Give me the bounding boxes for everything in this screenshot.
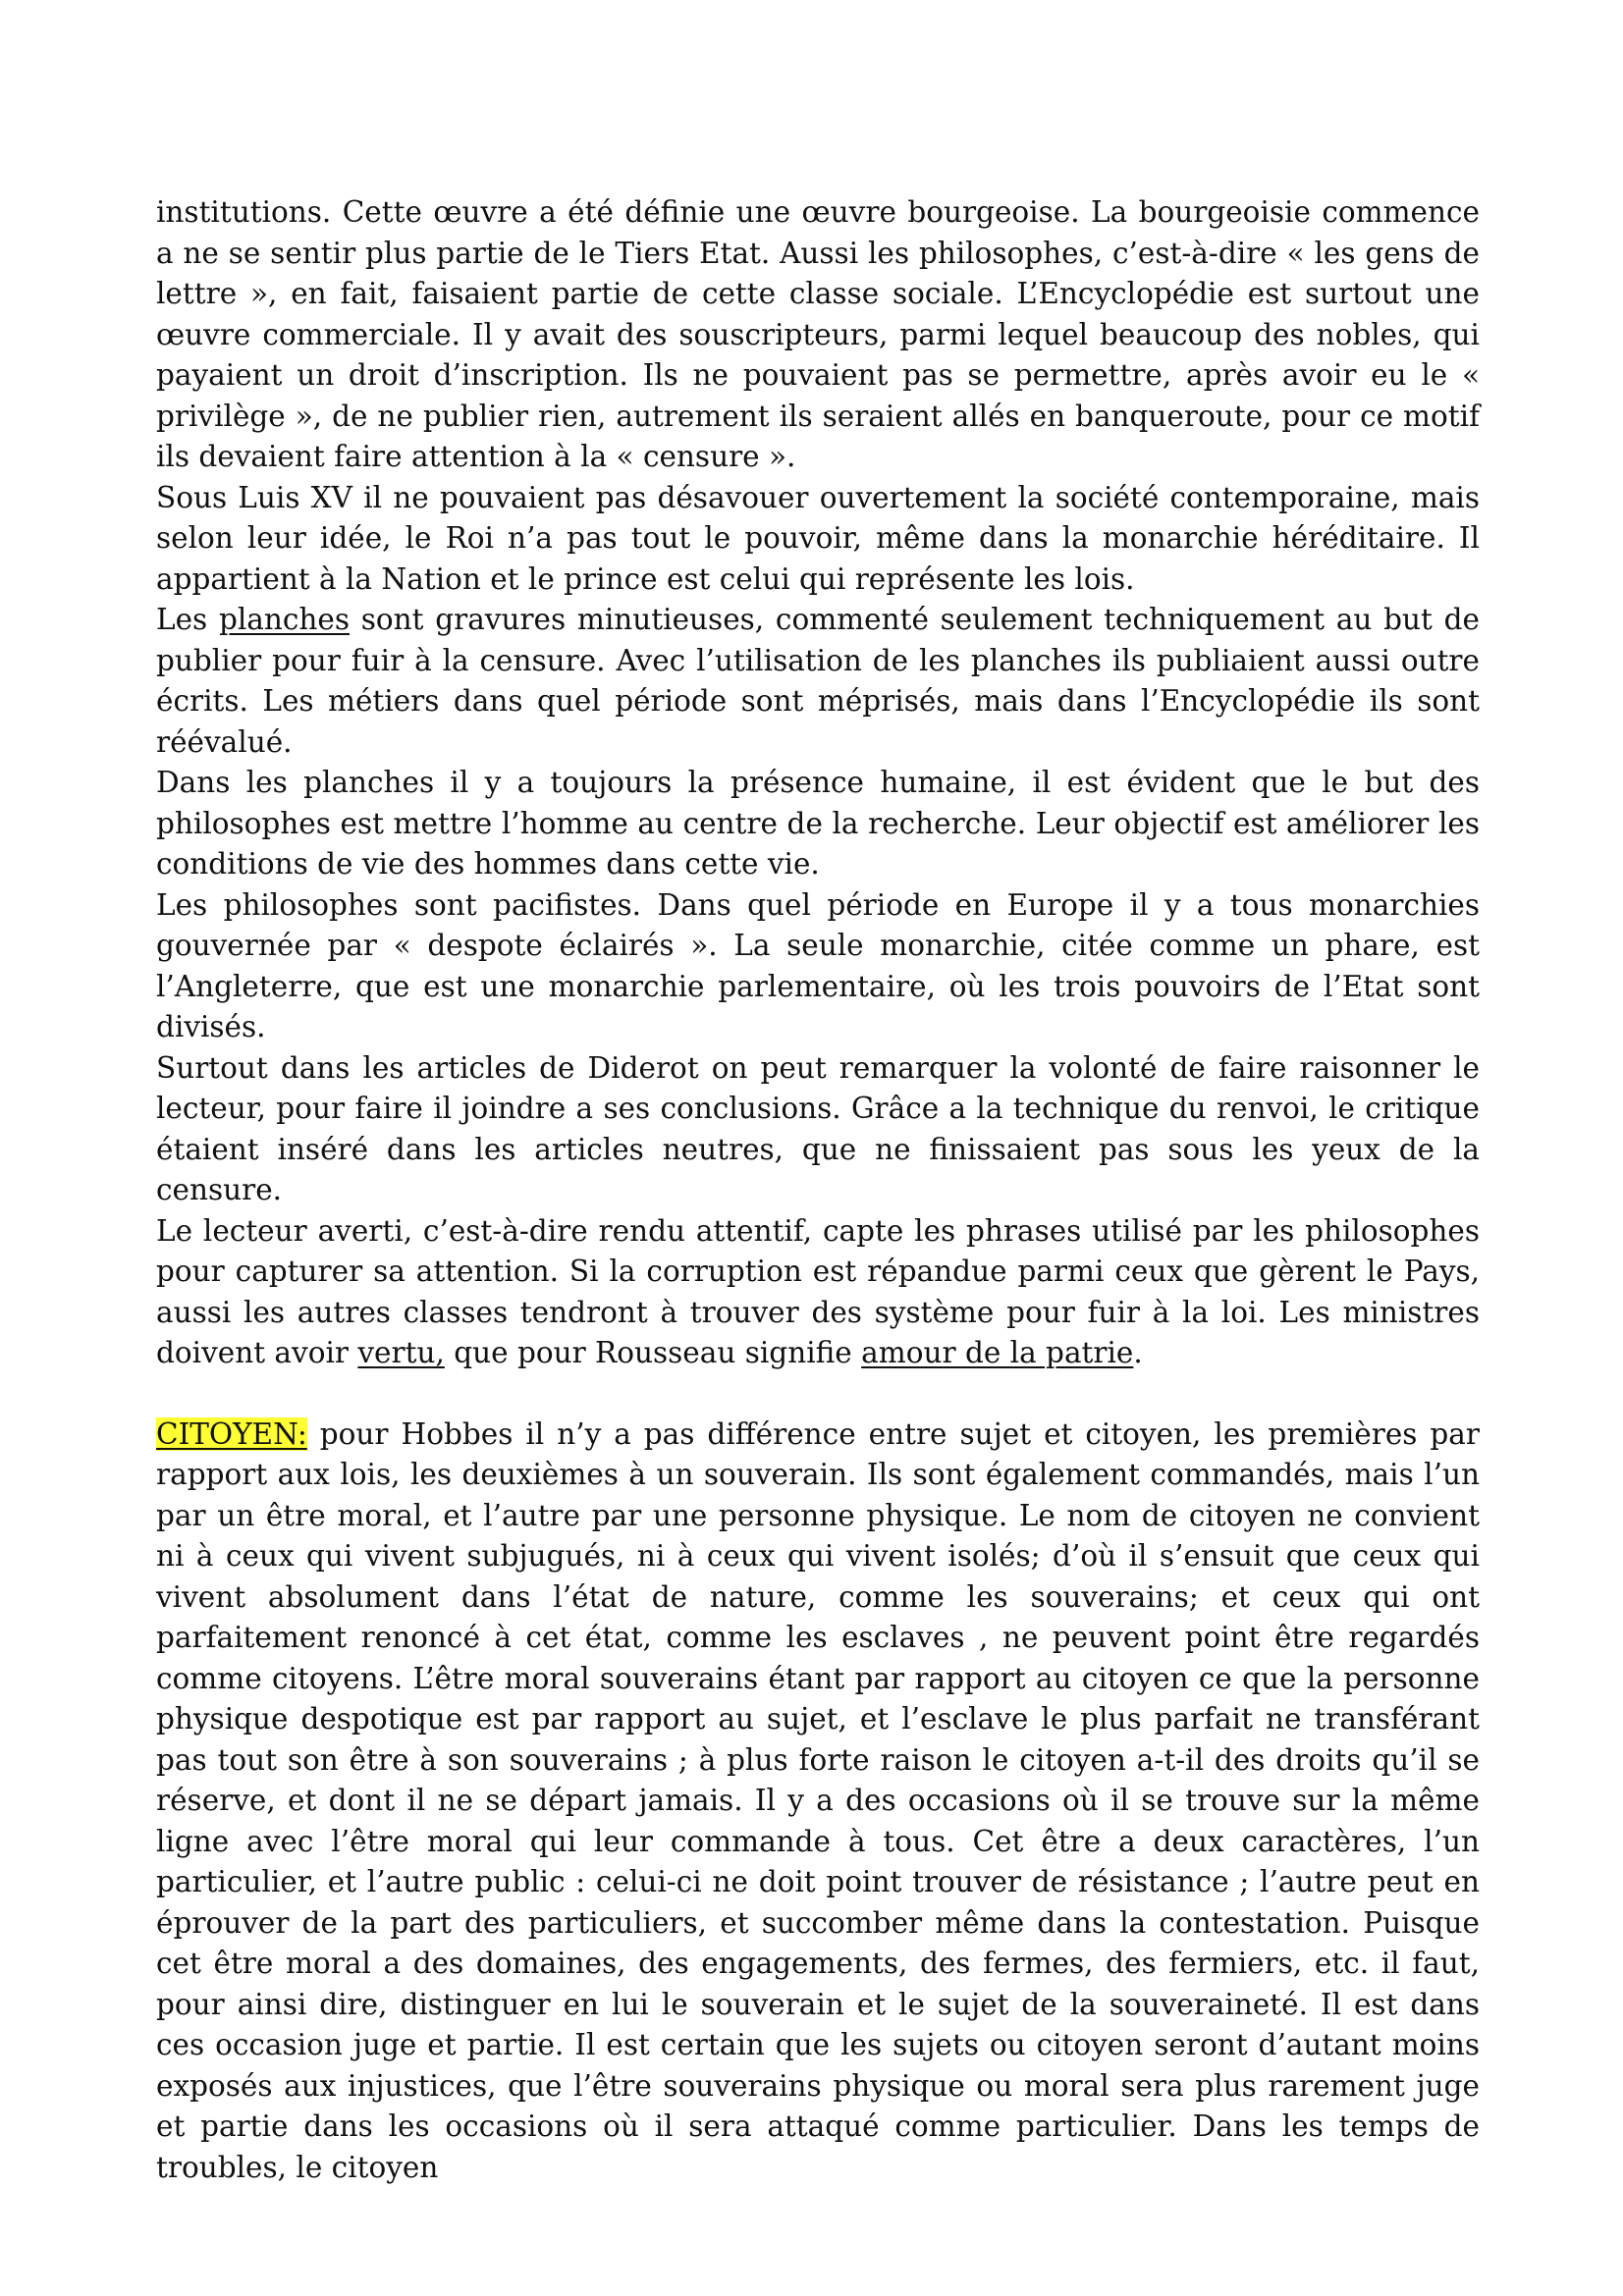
lecteur-mid-text: que pour Rousseau signifie [444, 1336, 862, 1369]
planches-text: sont gravures minutieuses, commenté seulement techniquement au but de publier pour fuir à la censure. Avec l’utilisation de les planches ils publiaient aussi outre écrits. Les métiers dans quel période sont méprisés, mais dans l’Encyclopédie ils sont réévalué. [156, 603, 1480, 759]
vertu-underlined-term: vertu, [357, 1336, 445, 1369]
planches-underlined-term: planches [218, 603, 350, 636]
paragraph-planches [156, 600, 1480, 763]
document-page [156, 192, 1480, 2188]
amour-patrie-underlined-term: amour de la patrie [861, 1336, 1134, 1369]
planches-intro: Les [156, 603, 219, 636]
paragraph-encyclopedie-bourgeoise: institutions. Cette œuvre a été définie une œuvre bourgeoise. La bourgeoisie commence a ne se sentir plus partie de le Tiers Etat. Aussi les philosophes, c’est-à-dire « les gens de lettre », en fait, faisaient partie de cette classe sociale. L’Encyclopédie est surtout une œuvre commerciale. Il y avait des souscripteurs, parmi lequel beaucoup des nobles, qui payaient un droit d’inscription. Ils ne pouvaient pas se permettre, après avoir eu le « privilège », de ne publier rien, autrement ils seraient allés en banqueroute, pour ce motif ils devaient faire attention à la « censure ». [156, 195, 1480, 473]
paragraph-lecteur-averti [156, 1211, 1480, 1374]
paragraph-diderot: Surtout dans les articles de Diderot on peut remarquer la volonté de faire raisonner le lecteur, pour faire il joindre a ses conclusions. Grâce a la technique du renvoi, le critique étaient inséré dans les articles neutres, que ne finissaient pas sous les yeux de la censure. [156, 1050, 1480, 1206]
lecteur-end: . [1133, 1336, 1143, 1369]
paragraph-luis-xv: Sous Luis XV il ne pouvaient pas désavouer ouvertement la société contemporaine, mais selon leur idée, le Roi n’a pas tout le pouvoir, même dans la monarchie héréditaire. Il appartient à la Nation et le prince est celui qui représente les lois. [156, 480, 1480, 596]
paragraph-gap [156, 1374, 1480, 1415]
paragraph-presence-humaine: Dans les planches il y a toujours la présence humaine, il est évident que le but des philosophes est mettre l’homme au centre de la recherche. Leur objectif est améliorer les conditions de vie des hommes dans cette vie. [156, 766, 1480, 881]
citoyen-highlighted-term: CITOYEN: [156, 1416, 307, 1451]
lecteur-text: Le lecteur averti, c’est-à-dire rendu attentif, capte les phrases utilisé par les philosophes pour capturer sa attention. Si la corruption est répandue parmi ceux que gèrent le Pays, aussi les autres classes tendront à trouver des système pour fuir à la loi. Les ministres doivent avoir [156, 1213, 1480, 1369]
paragraph-citoyen [156, 1415, 1480, 2189]
citoyen-text: pour Hobbes il n’y a pas différence entre sujet et citoyen, les premières par rapport aux lois, les deuxièmes à un souverain. Ils sont également commandés, mais l’un par un être moral, et l’autre par une personne physique. Le nom de citoyen ne convient ni à ceux qui vivent subjugués, ni à ceux qui vivent isolés; d’où il s’ensuit que ceux qui vivent absolument dans l’état de nature, comme les souverains; et ceux qui ont parfaitement renoncé à cet état, comme les esclaves , ne peuvent point être regardés comme citoyens. L’être moral souverains étant par rapport au citoyen ce que la personne physique despotique est par rapport au sujet, et l’esclave le plus parfait ne transférant pas tout son être à son souverains ; à plus forte raison le citoyen a-t-il des droits qu’il se réserve, et dont il ne se départ jamais. Il y a des occasions où il se trouve sur la même ligne avec l’être moral qui leur commande à tous. Cet être a deux caractères, l’un particulier, et l’autre public : celui-ci ne doit point trouver de résistance ; l’autre peut en éprouver de la part des particuliers, et succomber même dans la contestation. Puisque cet être moral a des domaines, des engagements, des fermes, des fermiers, etc. il faut, pour ainsi dire, distinguer en lui le souverain et le sujet de la souveraineté. Il est dans ces occasion juge et partie. Il est certain que les sujets ou citoyen seront d’autant moins exposés aux injustices, que l’être souverains physique ou moral sera plus rarement juge et partie dans les occasions où il sera attaqué comme particulier. Dans les temps de troubles, le citoyen [156, 1416, 1480, 2184]
paragraph-pacifistes: Les philosophes sont pacifistes. Dans quel période en Europe il y a tous monarchies gouvernée par « despote éclairés ». La seule monarchie, citée comme un phare, est l’Angleterre, que est une monarchie parlementaire, où les trois pouvoirs de l’Etat sont divisés. [156, 887, 1480, 1043]
